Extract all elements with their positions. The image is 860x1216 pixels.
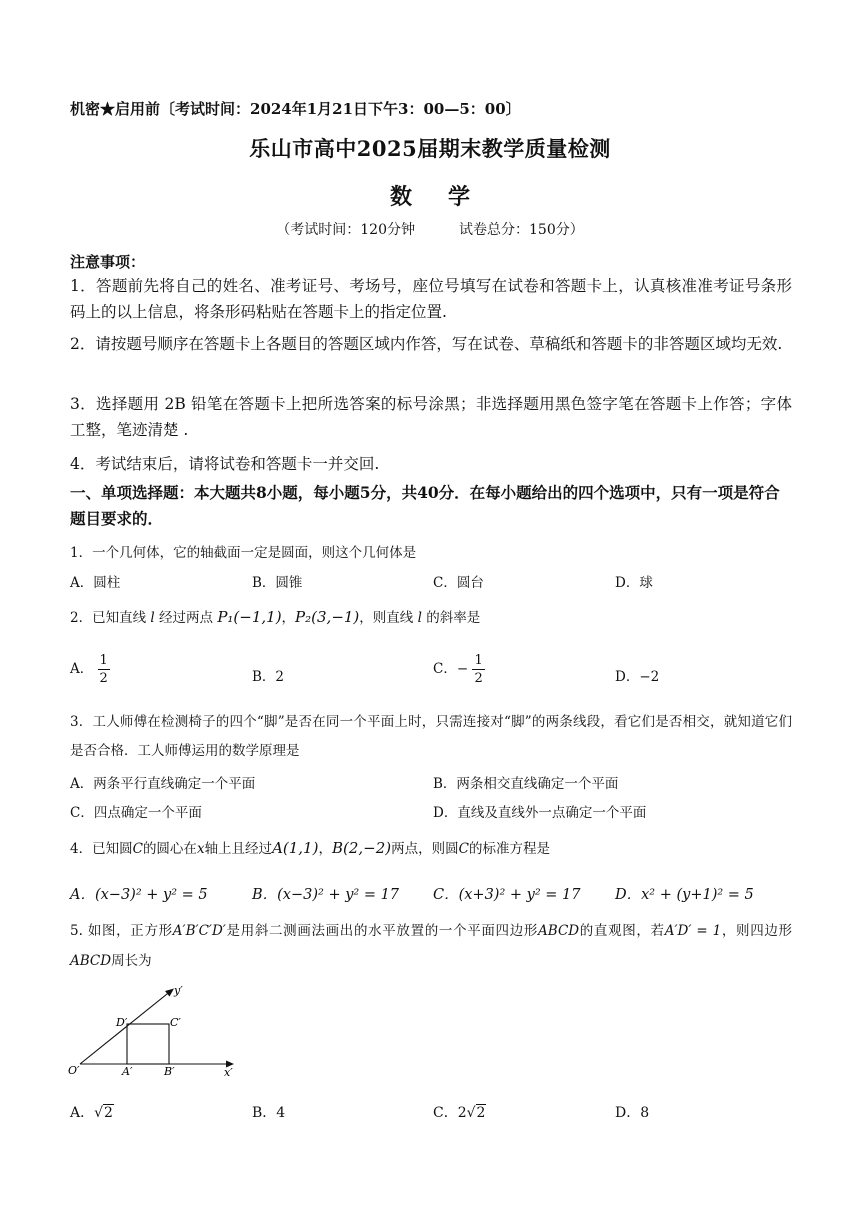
exam-score: 试卷总分：150分） [459,222,584,238]
question-5-stem [70,916,792,976]
q4-circle-c-2: C [458,841,469,857]
label-c: C′ [170,1016,181,1029]
notice-item-3: 3．选择题用 2B 铅笔在答题卡上把所选答案的标号涂黑；非选择题用黑色签字笔在答题卡上作答；字体工整，笔迹清楚 . [70,395,792,439]
fraction-denominator: 2 [474,671,483,686]
q5-option-d: D．8 [615,1105,650,1121]
q4-option-c: C．(x+3)² + y² = 17 [433,887,581,903]
q4-sep: ， [318,841,332,857]
q2-option-a-fraction [98,654,110,685]
fraction-numerator: 1 [474,653,483,668]
q2-option-c-fraction [472,654,484,685]
q2-stem-a: 2．已知直线 [70,610,147,626]
sqrt-radicand: 2 [104,1105,113,1121]
sqrt-radicand: 2 [476,1105,486,1121]
q5-stem-c: 的直观图，若 [579,923,665,939]
notice-item-4: 4．考试结束后，请将试卷和答题卡一并交回. [70,455,380,473]
q2-stem-b: 经过两点 [159,610,214,626]
q5-option-c [433,1102,486,1122]
label-a: A′ [122,1065,133,1078]
q5-square-label: A′B′C′D′ [172,923,226,939]
q4-circle-c: C [132,841,143,857]
q4-x-axis: x [196,841,205,857]
q5-option-c-label: C．2 [433,1105,467,1121]
q5-option-a [70,1102,114,1122]
q2-option-d: D．−2 [615,669,660,685]
q4-point-a: A(1,1) [272,839,319,857]
q3-option-c: C．四点确定一个平面 [70,805,202,821]
notice-item-2: 2．请按题号顺序在答题卡上各题目的答题区域内作答，写在试卷、草稿纸和答题卡的非答题区域均无效. [70,335,783,353]
q2-option-c-label: C．− [433,661,469,677]
q5-stem-a: 5. 如图，正方形 [70,923,173,939]
q3-option-d: D．直线及直线外一点确定一个平面 [433,805,647,821]
question-1-stem: 1．一个几何体，它的轴截面一定是圆面，则这个几何体是 [70,545,417,561]
q4-option-b: B．(x−3)² + y² = 17 [252,887,400,903]
q2-stem-d: 的斜率是 [426,610,481,626]
q5-stem-b: 是用斜二测画法画出的水平放置的一个平面四边形 [225,923,539,939]
q2-point-p1: P₁(−1,1) [217,608,282,626]
q5-option-a-label: A． [70,1105,95,1121]
q4-stem-e: 的标准方程是 [468,841,550,857]
q2-line-l: l [150,610,155,626]
q5-stem-e: 周长为 [111,953,152,969]
notice-item-1: 1．答题前先将自己的姓名、准考证号、考场号，座位号填写在试卷和答题卡上，认真核准准考证号条形码上的以上信息，将条形码粘贴在答题卡上的指定位置. [70,277,792,321]
q4-stem-a: 4．已知圆 [70,841,133,857]
label-b: B′ [164,1065,175,1078]
exam-title: 乐山市高中2025届期末教学质量检测 [249,136,611,161]
question-2-stem [70,606,480,626]
q1-option-d: D．球 [615,575,653,591]
q5-quad-label-2: ABCD [70,953,112,969]
q4-option-a: A．(x−3)² + y² = 5 [70,887,208,903]
fraction-numerator: 1 [99,653,108,668]
notice-title: 注意事项： [70,253,146,271]
q1-option-b: B．圆锥 [252,575,303,591]
oblique-projection-figure [64,978,244,1080]
q2-option-c [433,654,485,685]
question-4-stem [70,837,550,857]
q2-option-b: B．2 [252,669,285,685]
q4-stem-b: 的圆心在 [142,841,197,857]
exam-info [0,219,860,239]
label-x: x′ [224,1066,233,1079]
label-o: O′ [68,1064,80,1077]
label-d: D′ [116,1016,128,1029]
q2-option-a [70,654,110,685]
q5-option-b: B．4 [252,1105,286,1121]
q5-stem-d: ，则四边形 [721,923,793,939]
label-y: y′ [174,984,183,997]
q5-condition: A′D′ = 1 [664,923,722,939]
square-a-b-c-d [127,1024,169,1064]
q4-stem-d: 两点，则圆 [391,841,459,857]
section-heading: 一、单项选择题：本大题共8小题，每小题5分，共40分．在每小题给出的四个选项中，只有一项是符合题目要求的． [70,483,780,528]
q1-option-c: C．圆台 [433,575,484,591]
q4-stem-c: 轴上且经过 [204,841,273,857]
question-3-stem: 3．工人师傅在检测椅子的四个“脚”是否在同一个平面上时，只需连接对“脚”的两条线段，看它们是否相交，就知道它们是否合格．工人师傅运用的数学原理是 [70,714,792,759]
confidential-line: 机密★启用前〔考试时间：2024年1月21日下午3：00—5：00〕 [70,100,521,118]
sqrt-sign: √2 [466,1105,486,1121]
sqrt-sign: √2 [94,1105,113,1121]
q2-point-p2: P₂(3,−1) [295,608,360,626]
exam-time: （考试时间：120分钟 [276,222,415,238]
fraction-denominator: 2 [99,671,108,686]
q3-option-a: A．两条平行直线确定一个平面 [70,776,256,792]
q2-option-a-label: A． [70,661,94,677]
y-axis-arrow [165,989,174,997]
q5-quad-label: ABCD [538,923,580,939]
q1-option-a: A．圆柱 [70,575,121,591]
q4-option-d: D．x² + (y+1)² = 5 [615,887,754,903]
subject-title: 数学 [389,184,506,210]
q3-option-b: B．两条相交直线确定一个平面 [433,776,619,792]
q2-line-l-2: l [417,610,422,626]
q2-stem-c: ，则直线 [359,610,414,626]
q4-point-b: B(2,−2) [331,839,392,857]
q2-sep: ， [281,610,296,626]
